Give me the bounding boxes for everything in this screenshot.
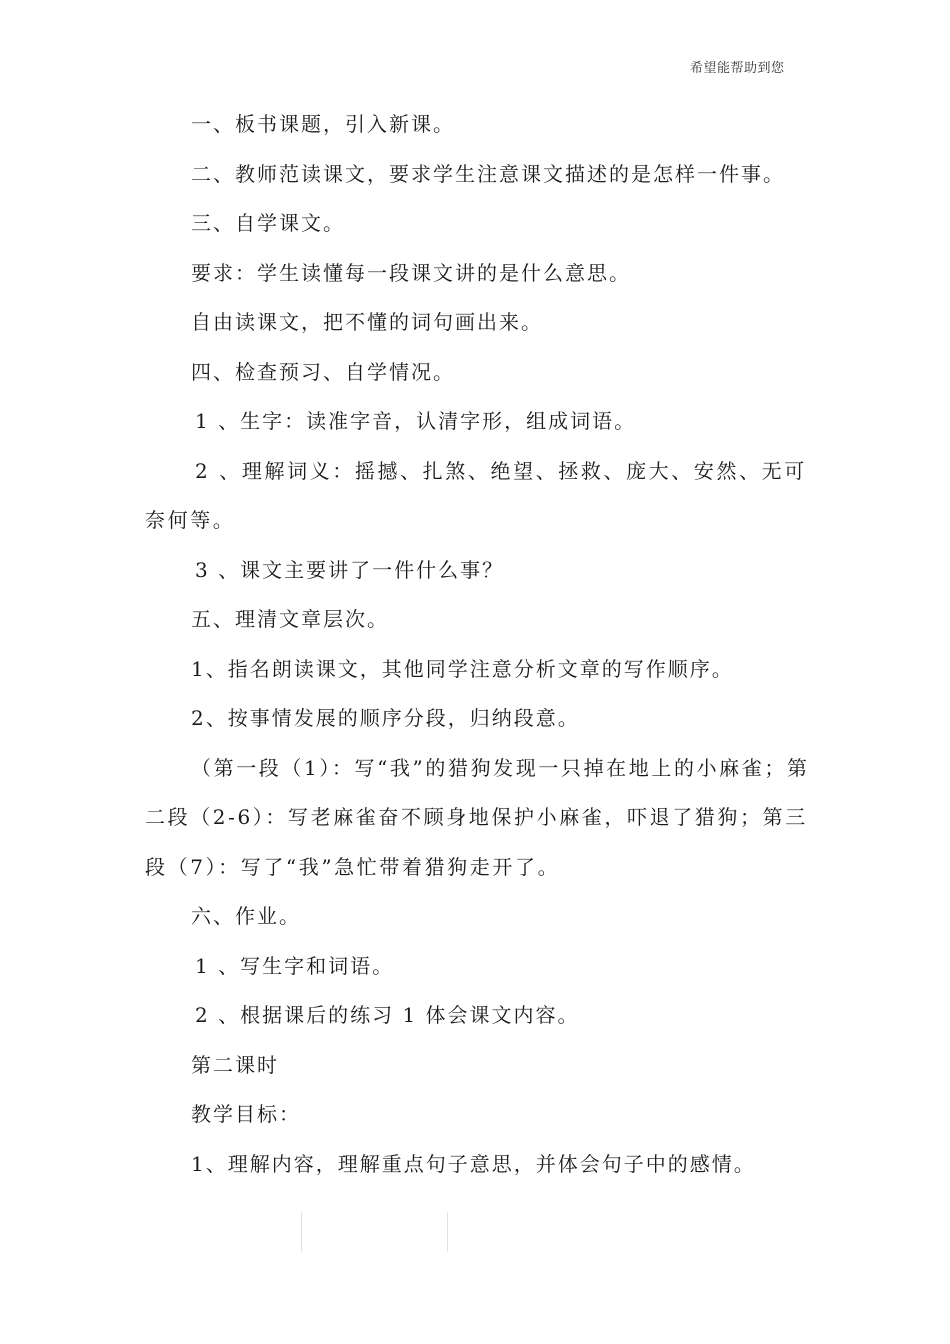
paragraph-step-6: 六、作业。 [191, 904, 301, 928]
paragraph-item-sections: 2、按事情发展的顺序分段，归纳段意。 [191, 706, 580, 730]
paragraph-section-summary: （第一段（1）：写“我”的猎狗发现一只掉在地上的小麻雀；第二段（2-6）：写老麻雀奋不顾身地保护小麻雀，吓退了猎狗；第三段（7）：写了“我”急忙带着猎狗走开了。 [145, 755, 810, 879]
paragraph-item-vocabulary: 2 、理解词义：摇撼、扎煞、绝望、拯救、庞大、安然、无可奈何等。 [145, 458, 807, 532]
footer-divider [301, 1212, 448, 1252]
header-note: 希望能帮助到您 [690, 61, 785, 76]
paragraph-step-3: 三、自学课文。 [191, 211, 345, 235]
paragraph-step-4: 四、检查预习、自学情况。 [191, 359, 455, 384]
paragraph-free-reading: 自由读课文，把不懂的词句画出来。 [191, 310, 543, 334]
paragraph-item-write: 1 、写生字和词语。 [195, 953, 395, 978]
section-heading-second-lesson: 第二课时 [191, 1052, 279, 1077]
paragraph-objective-1: 1、理解内容，理解重点句子意思，并体会句子中的感情。 [191, 1151, 756, 1176]
paragraph-item-exercise: 2 、根据课后的练习 1 体会课文内容。 [195, 1003, 580, 1027]
paragraph-item-characters: 1 、生字：读准字音，认清字形，组成词语。 [195, 409, 637, 433]
paragraph-step-1: 一、板书课题，引入新课。 [191, 112, 455, 136]
paragraph-item-read-aloud: 1、指名朗读课文，其他同学注意分析文章的写作顺序。 [191, 656, 734, 681]
paragraph-step-2: 二、教师范读课文，要求学生注意课文描述的是怎样一件事。 [191, 161, 785, 186]
paragraph-requirement: 要求：学生读懂每一段课文讲的是什么意思。 [191, 260, 631, 285]
paragraph-item-main-idea: 3 、课文主要讲了一件什么事？ [195, 557, 505, 582]
document-body [145, 100, 825, 1189]
section-heading-objectives: 教学目标： [191, 1102, 301, 1126]
paragraph-step-5: 五、理清文章层次。 [191, 607, 389, 631]
